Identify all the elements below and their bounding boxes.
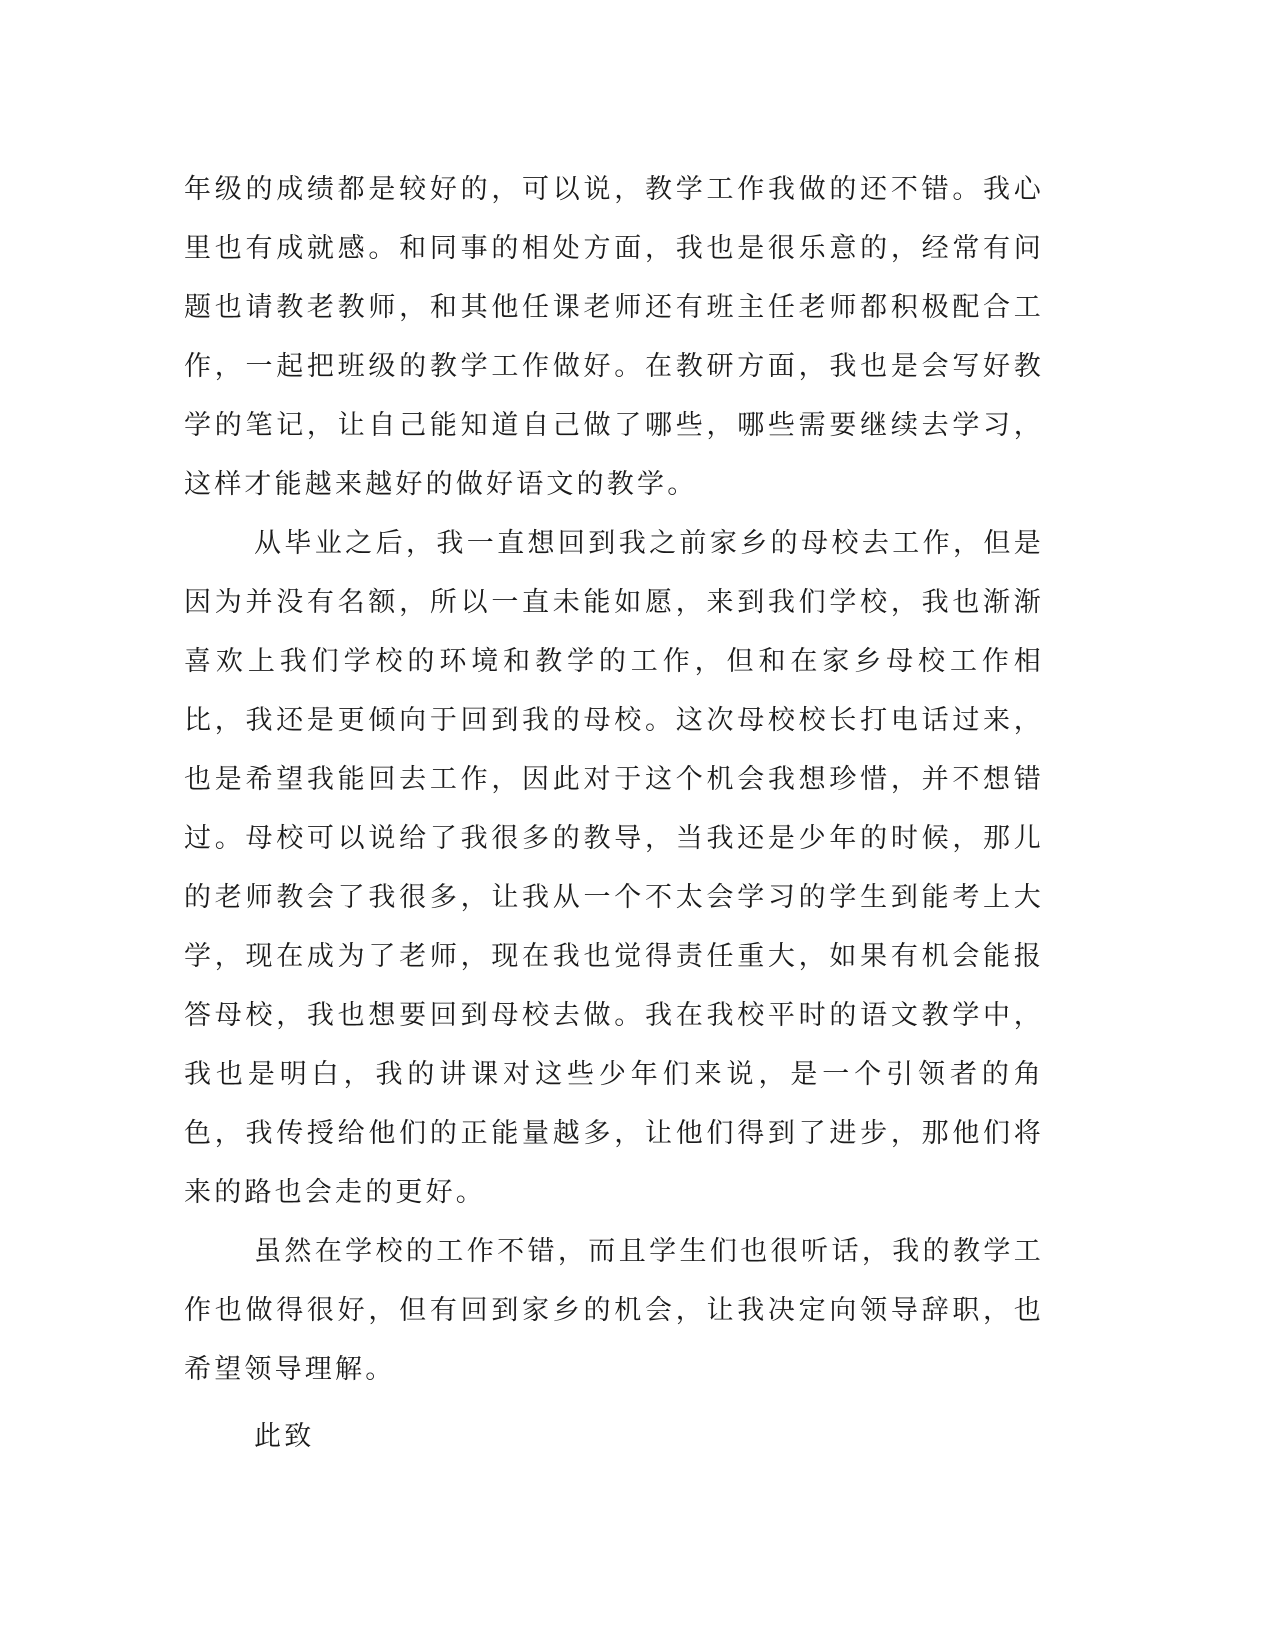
paragraph-resignation-reason: 虽然在学校的工作不错，而且学生们也很听话，我的教学工作也做得很好，但有回到家乡的机会，让我决定向领导辞职，也希望领导理解。 bbox=[184, 1236, 1044, 1385]
paragraph-return-to-alma-mater: 从毕业之后，我一直想回到我之前家乡的母校去工作，但是因为并没有名额，所以一直未能如愿，来到我们学校，我也渐渐喜欢上我们学校的环境和教学的工作，但和在家乡母校工作相比，我还是更倾向于回到我的母校。这次母校校长打电话过来，也是希望我能回去工作，因此对于这个机会我想珍惜，并不想错过。母校可以说给了我很多的教导，当我还是少年的时候，那儿的老师教会了我很多，让我从一个不太会学习的学生到能考上大学，现在成为了老师，现在我也觉得责任重大，如果有机会能报答母校，我也想要回到母校去做。我在我校平时的语文教学中，我也是明白，我的讲课对这些少年们来说，是一个引领者的角色，我传授给他们的正能量越多，让他们得到了进步，那他们将来的路也会走的更好。 bbox=[184, 528, 1044, 1208]
closing-salutation: 此致 bbox=[254, 1421, 315, 1452]
letter-body bbox=[184, 160, 1044, 1466]
paragraph-continuation: 年级的成绩都是较好的，可以说，教学工作我做的还不错。我心里也有成就感。和同事的相处方面，我也是很乐意的，经常有问题也请教老教师，和其他任课老师还有班主任老师都积极配合工作，一起把班级的教学工作做好。在教研方面，我也是会写好教学的笔记，让自己能知道自己做了哪些，哪些需要继续去学习，这样才能越来越好的做好语文的教学。 bbox=[184, 174, 1044, 500]
